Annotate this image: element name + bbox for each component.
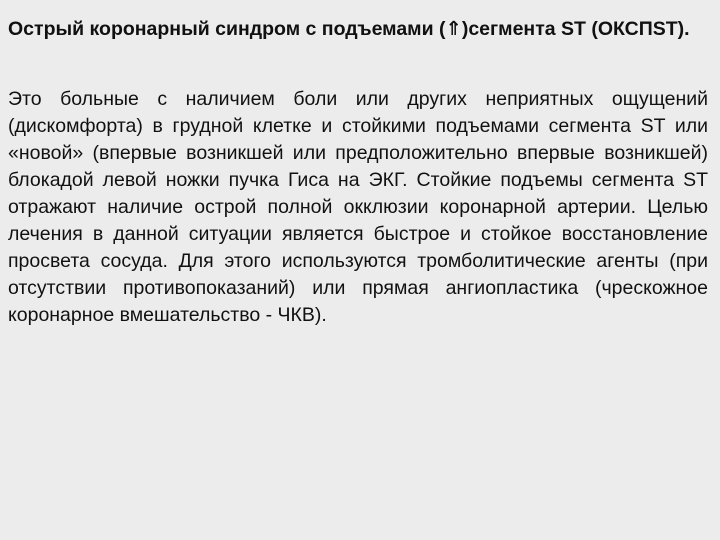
title-text-end: )сегмента ST (ОКСПST).: [461, 18, 690, 40]
up-arrow-icon: ⇑: [445, 18, 462, 40]
body-paragraph: Это больные с наличием боли или других неприятных ощущений (дискомфорта) в грудной клетке и стойкими подъемами сегмента ST или «новой» (впервые возникшей или предположительно впервые возникшей) блокадой левой ножки пучка Гиса на ЭКГ. Стойкие подъемы сегмента ST отражают наличие острой полной окклюзии коронарной артерии. Целью лечения в данной ситуации является быстрое и стойкое восстановление просвета сосуда. Для этого используются тромболитические агенты (при отсутствии противопоказаний) или прямая ангиопластика (чрескожное коронарное вмешательство - ЧКВ).: [8, 88, 708, 326]
title-text-start: Острый коронарный синдром с подъемами (: [8, 18, 446, 40]
slide-title: [8, 14, 708, 44]
